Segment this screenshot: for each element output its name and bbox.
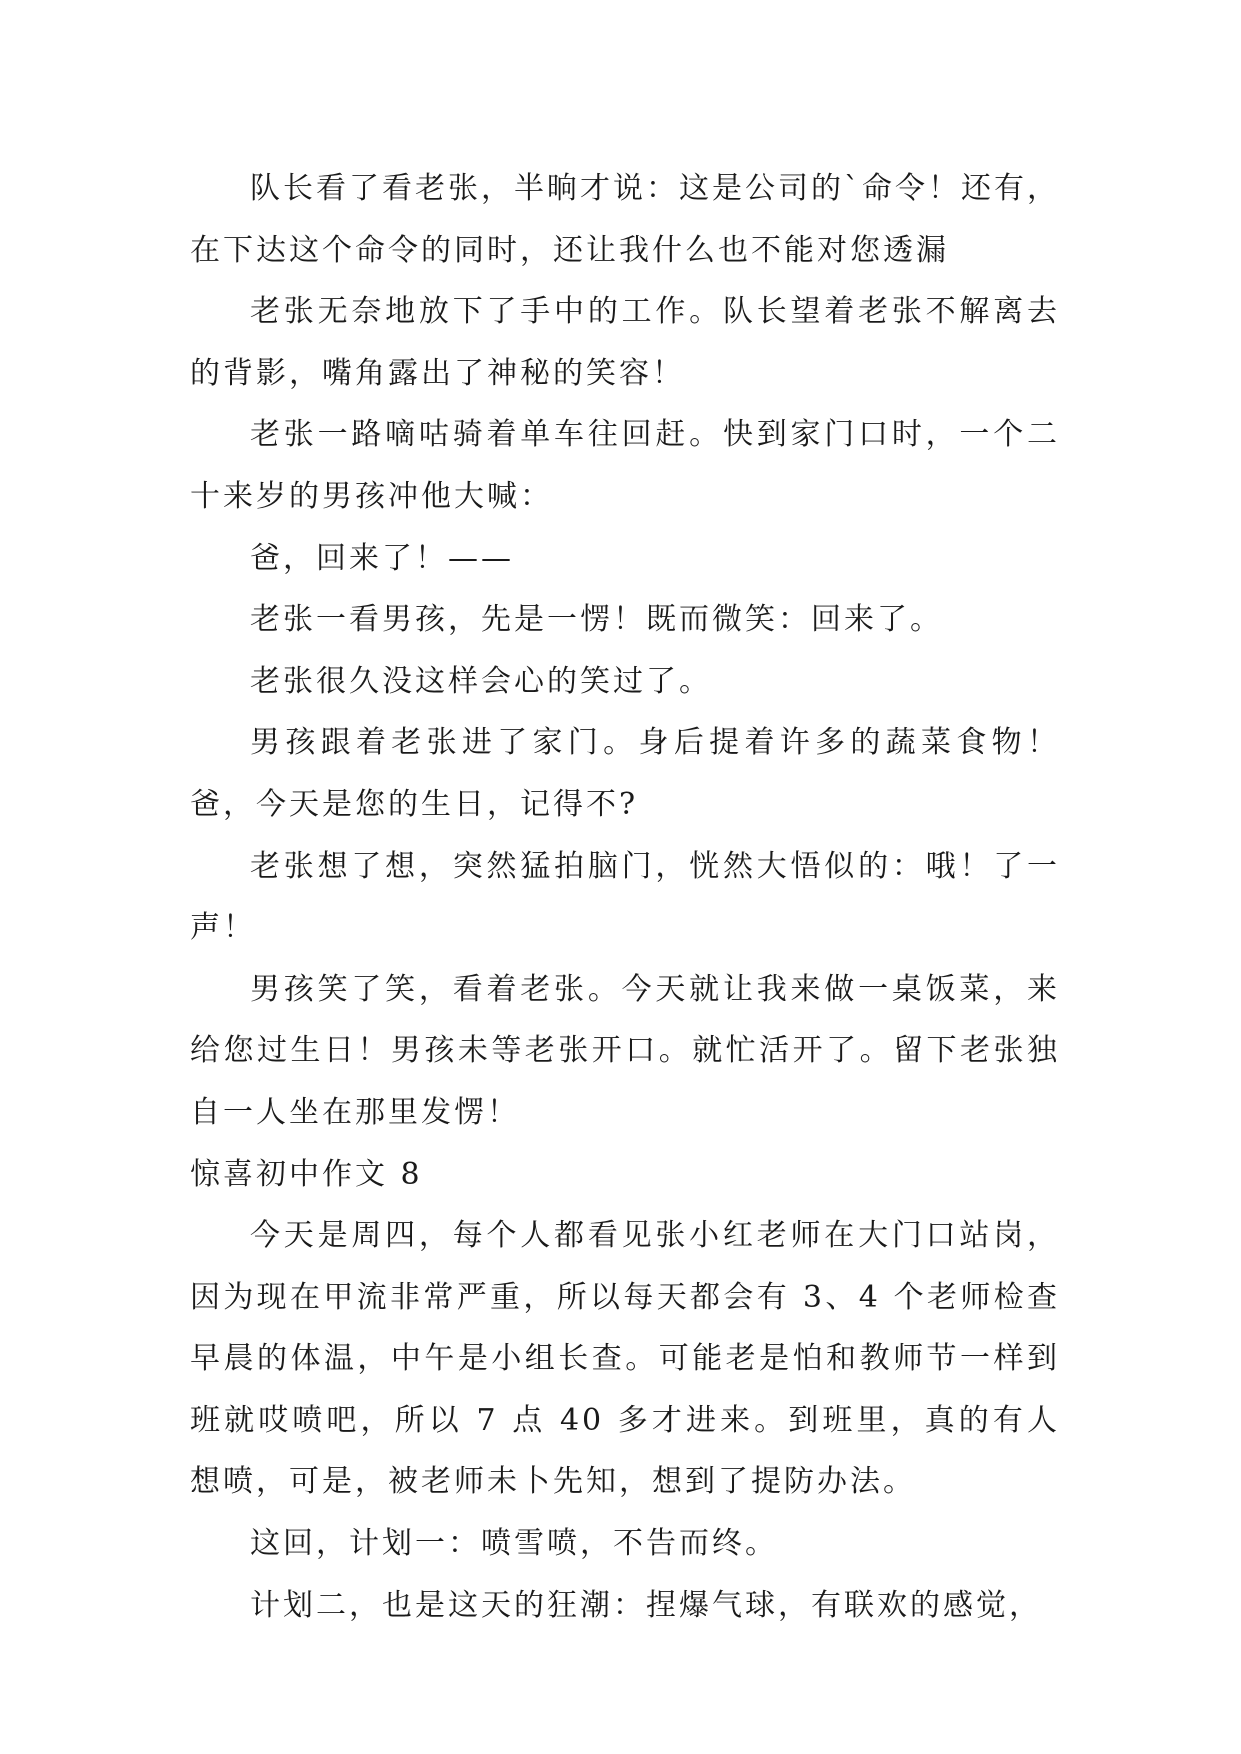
- paragraph: 队长看了看老张，半晌才说：这是公司的`命令！还有，在下达这个命令的同时，还让我什么也不能对您透漏: [190, 171, 1060, 268]
- paragraph: 计划二，也是这天的狂潮：捏爆气球，有联欢的感觉，: [250, 1587, 1042, 1623]
- paragraph: 老张无奈地放下了手中的工作。队长望着老张不解离去的背影，嘴角露出了神秘的笑容！: [190, 294, 1060, 391]
- paragraph: 老张一路嘀咕骑着单车往回赶。快到家门口时，一个二十来岁的男孩冲他大喊：: [190, 417, 1060, 514]
- paragraph: 今天是周四，每个人都看见张小红老师在大门口站岗，因为现在甲流非常严重，所以每天都会有 3、4 个老师检查早晨的体温，中午是小组长查。可能老是怕和教师节一样到班就哎喷吧，所以 7 点 40 多才进来。到班里，真的有人想喷，可是，被老师未卜先知，想到了提防办法。: [190, 1218, 1060, 1500]
- paragraph: 男孩跟着老张进了家门。身后提着许多的蔬菜食物！爸，今天是您的生日，记得不?: [190, 725, 1060, 822]
- section-heading: 惊喜初中作文 8: [190, 1156, 423, 1192]
- paragraph: 老张一看男孩，先是一愣！既而微笑：回来了。: [250, 602, 943, 638]
- paragraph: 老张想了想，突然猛拍脑门，恍然大悟似的：哦！了一声！: [190, 848, 1060, 946]
- paragraph: 男孩笑了笑，看着老张。今天就让我来做一桌饭菜，来给您过生日！男孩未等老张开口。就忙活开了。留下老张独自一人坐在那里发愣！: [190, 971, 1060, 1130]
- paragraph: 老张很久没这样会心的笑过了。: [250, 663, 712, 699]
- paragraph: 这回，计划一：喷雪喷，不告而终。: [250, 1526, 778, 1562]
- document-body: [190, 158, 1060, 1636]
- paragraph: 爸，回来了！——: [250, 540, 514, 576]
